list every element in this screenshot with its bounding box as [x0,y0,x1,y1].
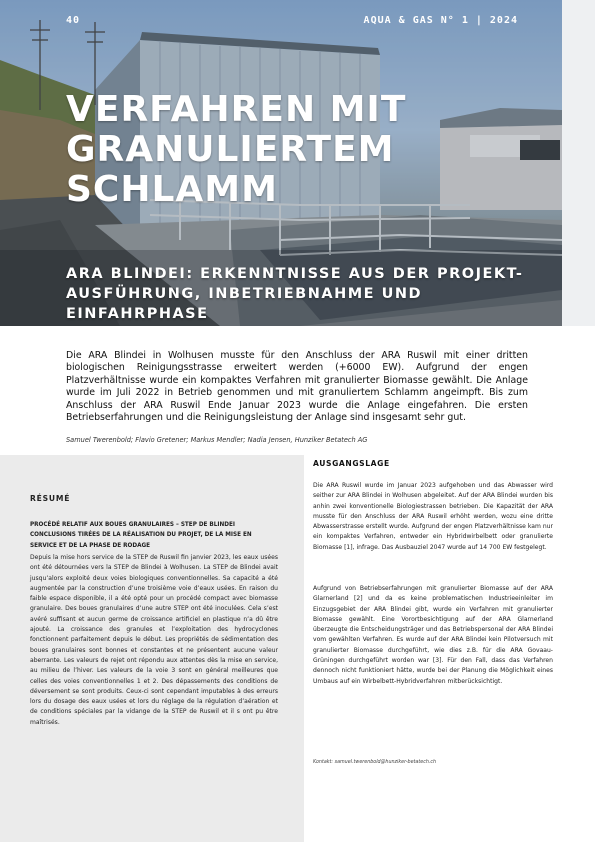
resume-body: Depuis la mise hors service de la STEP de Ruswil fin janvier 2023, les eaux usées ont été détournées vers la STEP de Blindei à Wolhusen. La STEP de Blindei avait jusqu’alors exploité deux voies biologiques conventionnelles. Sa capacité a été augmentée par la construction d’une troisième voie d’eaux usées. En raison du faible espace disponible, il a été opté pour un procédé compact avec biomasse granulaire. Des boues granulaires d’une autre STEP ont été inoculées. Cela s’est avéré suffisant et aucun germe de croissance artificiel en plastique n’a dû être ajouté. La croissance des granules et l’exploitation des hydrocyclones fonctionnent parfaitement depuis le début. Les propriétés de sédimentation des boues granulaires sont bonnes et constantes et ne présentent aucune valeur aberrante. Les valeurs de rejet ont répondu aux attentes dès la mise en service, au milieu de l’hiver. Les valeurs de la voie 3 sont en général meilleures que celles des voies conventionnelles 1 et 2. Des dépassements des conditions de déversement se sont produits. Ceux-ci sont cependant imputables à des erreurs lors du dosage des eaux usées et lors du réglage de la régulation d’aération et de conditions spéciales par la vidange de la STEP de Ruswil et il s ont pu être maîtrisés. [30,554,278,726]
article-subtitle [66,264,546,324]
title-line: GRANULIERTEM SCHLAMM [66,129,395,210]
authors-line: Samuel Twerenbold; Flavio Gretener; Markus Mendler; Nadia Jensen, Hunziker Betatech AG [66,436,368,444]
subtitle-line: AUSFÜHRUNG, INBETRIEBNAHME UND EINFAHRPHASE [66,286,423,322]
article-title [66,90,546,210]
title-line: VERFAHREN MIT [66,89,407,130]
resume-subheading: PROCÉDÉ RELATIF AUX BOUES GRANULAIRES – STEP DE BLINDEI CONCLUSIONS TIRÉES DE LA RÉALISATION DU PROJET, DE LA MISE EN SERVICE ET DE LA PHASE DE RODAGE [30,522,252,549]
page-number: 40 [66,15,81,26]
subtitle-line: ARA BLINDEI: ERKENNTNISSE AUS DER PROJEKT- [66,266,524,282]
page-margin [562,0,595,326]
body-paragraph: Aufgrund von Betriebserfahrungen mit granulierter Biomasse auf der ARA Glarnerland [2] und da es keine problematischen Industrieeinleiter im Einzugsgebiet der ARA Blindei gibt, wurde ein Verfahren mit granulierter Biomasse gewählt. Eine Vorortbesichtigung auf der ARA Glarnerland überzeugte die Entscheidungsträger und das Betriebspersonal der ARA Blindei vom gewählten Verfahren. Es wurde auf der ARA Blindei kein Pilotversuch mit granulierter Biomasse durchgeführt, wie dies z.B. für die ARA Govaau-Grüningen durchgeführt worden war [3]. Für den Fall, dass das Verfahren dennoch nicht funktioniert hätte, wurde bei der Planung die Möglichkeit eines Umbaus auf ein Wirbelbett-Hybridverfahren mitberücksichtigt. [313,585,553,685]
resume-heading: RÉSUMÉ [30,494,71,503]
contact-email[interactable]: Kontakt: samuel.twerenbold@hunziker-betatech.ch [313,760,437,765]
lead-paragraph: Die ARA Blindei in Wolhusen musste für den Anschluss der ARA Ruswil mit einer dritten biologischen Reinigungsstrasse erweitert werden (+6000 EW). Aufgrund der engen Platzverhältnisse wurde ein kompaktes Verfahren mit granulierter Biomasse gewählt. Die Anlage wurde im Juli 2022 in Betrieb genommen und mit granuliertem Schlamm angeimpft. Bis zum Anschluss der ARA Ruswil Ende Januar 2023 wurde die Anlage eingefahren. Die ersten Betriebserfahrungen und die Reinigungsleistung der Anlage sind insgesamt sehr gut. [66,350,528,424]
column-gutter [304,455,313,842]
hero-photo [0,0,562,326]
body-paragraph: Die ARA Ruswil wurde im Januar 2023 aufgehoben und das Abwasser wird seither zur ARA Blindei in Wolhusen abgeleitet. Auf der ARA Blindei wurden bis anhin zwei konventionelle Biologiestrassen betrieben. Die Kapazität der ARA musste für den Anschluss der ARA Ruswil erhöht werden, wozu eine dritte Abwasserstrasse erstellt wurde. Aufgrund der engen Platzverhältnisse kam nur ein kompaktes Verfahren, entweder ein Hybridwirbelbett oder granulierte Biomasse [1], infrage. Das Ausbauziel 2047 wurde auf 14 700 EW festgelegt. [313,482,553,551]
journal-issue: AQUA & GAS N° 1 | 2024 [363,15,518,26]
section-heading-ausgangslage: AUSGANGSLAGE [313,459,390,468]
